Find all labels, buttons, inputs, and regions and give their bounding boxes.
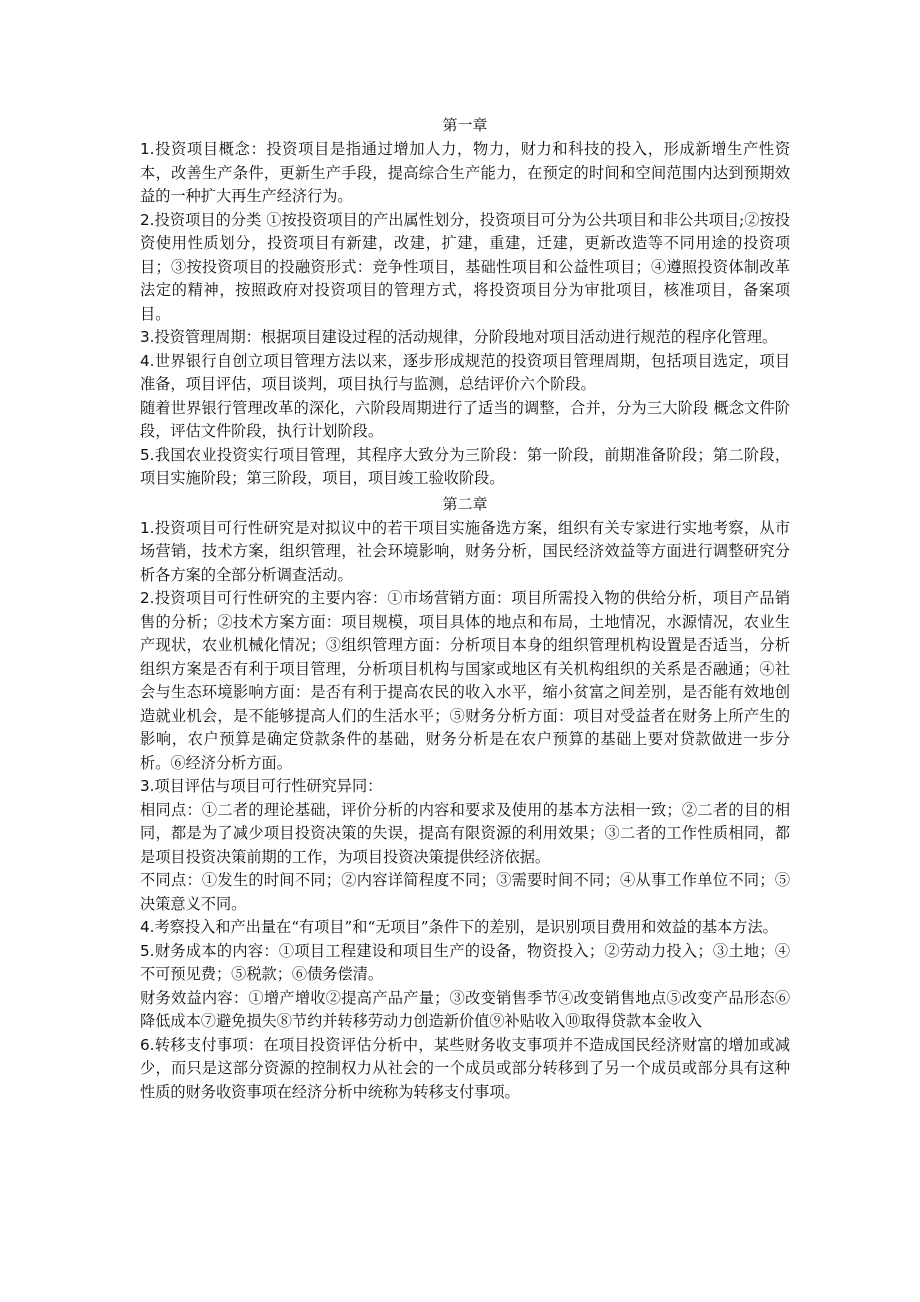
paragraph-1-3: 3.投资管理周期：根据项目建设过程的活动规律，分阶段地对项目活动进行规范的程序化管理。: [140, 328, 778, 346]
paragraph-2-3: 3.项目评估与项目可行性研究异同：: [140, 777, 383, 795]
paragraph-2-2: 2.投资项目可行性研究的主要内容：①市场营销方面：项目所需投入物的供给分析，项目产品销售的分析；②技术方案方面：项目规模，项目具体的地点和布局，土地情况，水源情况，农业生产现状，农业机械化情况；③组织管理方面：分析项目本身的组织管理机构设置是否适当，分析组织方案是否有利于项目管理，分析项目机构与国家或地区有关机构组织的关系是否融通；④社会与生态环境影响方面：是否有利于提高农民的收入水平，缩小贫富之间差别，是否能有效地创造就业机会，是不能够提高人们的生活水平；⑤财务分析方面：项目对受益者在财务上所产生的影响，农户预算是确定贷款条件的基础，财务分析是在农户预算的基础上要对贷款做进一步分析。⑥经济分析方面。: [140, 589, 790, 772]
paragraph-1-2: 2.投资项目的分类 ①按投资项目的产出属性划分，投资项目可分为公共项目和非公共项目;②按投资使用性质划分，投资项目有新建，改建，扩建，重建，迁建，更新改造等不同用途的投资项目；③按投资项目的投融资形式：竞争性项目，基础性项目和公益性项目；④遵照投资体制改革法定的精神，按照政府对投资项目的管理方式，将投资项目分为审批项目，核准项目，备案项目。: [140, 210, 790, 323]
chapter-2: [140, 491, 790, 1105]
paragraph-2-1: 1.投资项目可行性研究是对拟议中的若干项目实施备选方案，组织有关专家进行实地考察，从市场营销，技术方案，组织管理，社会环境影响，财务分析，国民经济效益等方面进行调整研究分析各方案的全部分析调查活动。: [140, 518, 790, 584]
paragraph-1-4: 4.世界银行自创立项目管理方法以来，逐步形成规范的投资项目管理周期，包括项目选定，项目准备，项目评估，项目谈判，项目执行与监测，总结评价六个阶段。: [140, 351, 790, 393]
paragraph-2-6: 6.转移支付事项：在项目投资评估分析中，某些财务收支事项并不造成国民经济财富的增加或减少，而只是这部分资源的控制权力从社会的一个成员或部分转移到了另一个成员或部分具有这种性质的财务收资事项在经济分析中统称为转移支付事项。: [140, 1035, 790, 1101]
chapter-title: 第一章: [442, 116, 488, 134]
chapter-title: 第二章: [442, 494, 488, 513]
paragraph-2-5: 5.财务成本的内容：①项目工程建设和项目生产的设备，物资投入；②劳动力投入；③土地；④不可预见费；⑤税款；⑥债务偿清。: [140, 941, 790, 983]
paragraph-1-1: 1.投资项目概念：投资项目是指通过增加人力，物力，财力和科技的投入，形成新增生产性资本，改善生产条件，更新生产手段，提高综合生产能力，在预定的时间和空间范围内达到预期效益的一种扩大再生产经济行为。: [140, 140, 790, 205]
paragraph-1-5: 5.我国农业投资实行项目管理，其程序大致分为三阶段：第一阶段，前期准备阶段；第二阶段，项目实施阶段；第三阶段，项目，项目竣工验收阶段。: [140, 445, 790, 487]
document-page: [140, 112, 790, 1104]
paragraph-2-3-same: 相同点：①二者的理论基础，评价分析的内容和要求及使用的基本方法相一致；②二者的目的相同，都是为了减少项目投资决策的失误，提高有限资源的利用效果；③二者的工作性质相同，都是项目投资决策前期的工作，为项目投资决策提供经济依据。: [140, 800, 790, 866]
paragraph-1-4-note: 随着世界银行管理改革的深化，六阶段周期进行了适当的调整，合并，分为三大阶段 概念文件阶段，评估文件阶段，执行计划阶段。: [140, 398, 790, 440]
chapter-1: [140, 112, 790, 491]
paragraph-2-4: 4.考察投入和产出量在“有项目”和“无项目”条件下的差别，是识别项目费用和效益的基本方法。: [140, 918, 778, 936]
paragraph-2-3-diff: 不同点：①发生的时间不同；②内容详简程度不同；③需要时间不同；④从事工作单位不同；⑤决策意义不同。: [140, 871, 790, 913]
paragraph-2-5-benefit: 财务效益内容：①增产增收②提高产品产量；③改变销售季节④改变销售地点⑤改变产品形态⑥降低成本⑦避免损失⑧节约并转移劳动力创造新价值⑨补贴收入⑩取得贷款本金收入: [140, 988, 790, 1030]
